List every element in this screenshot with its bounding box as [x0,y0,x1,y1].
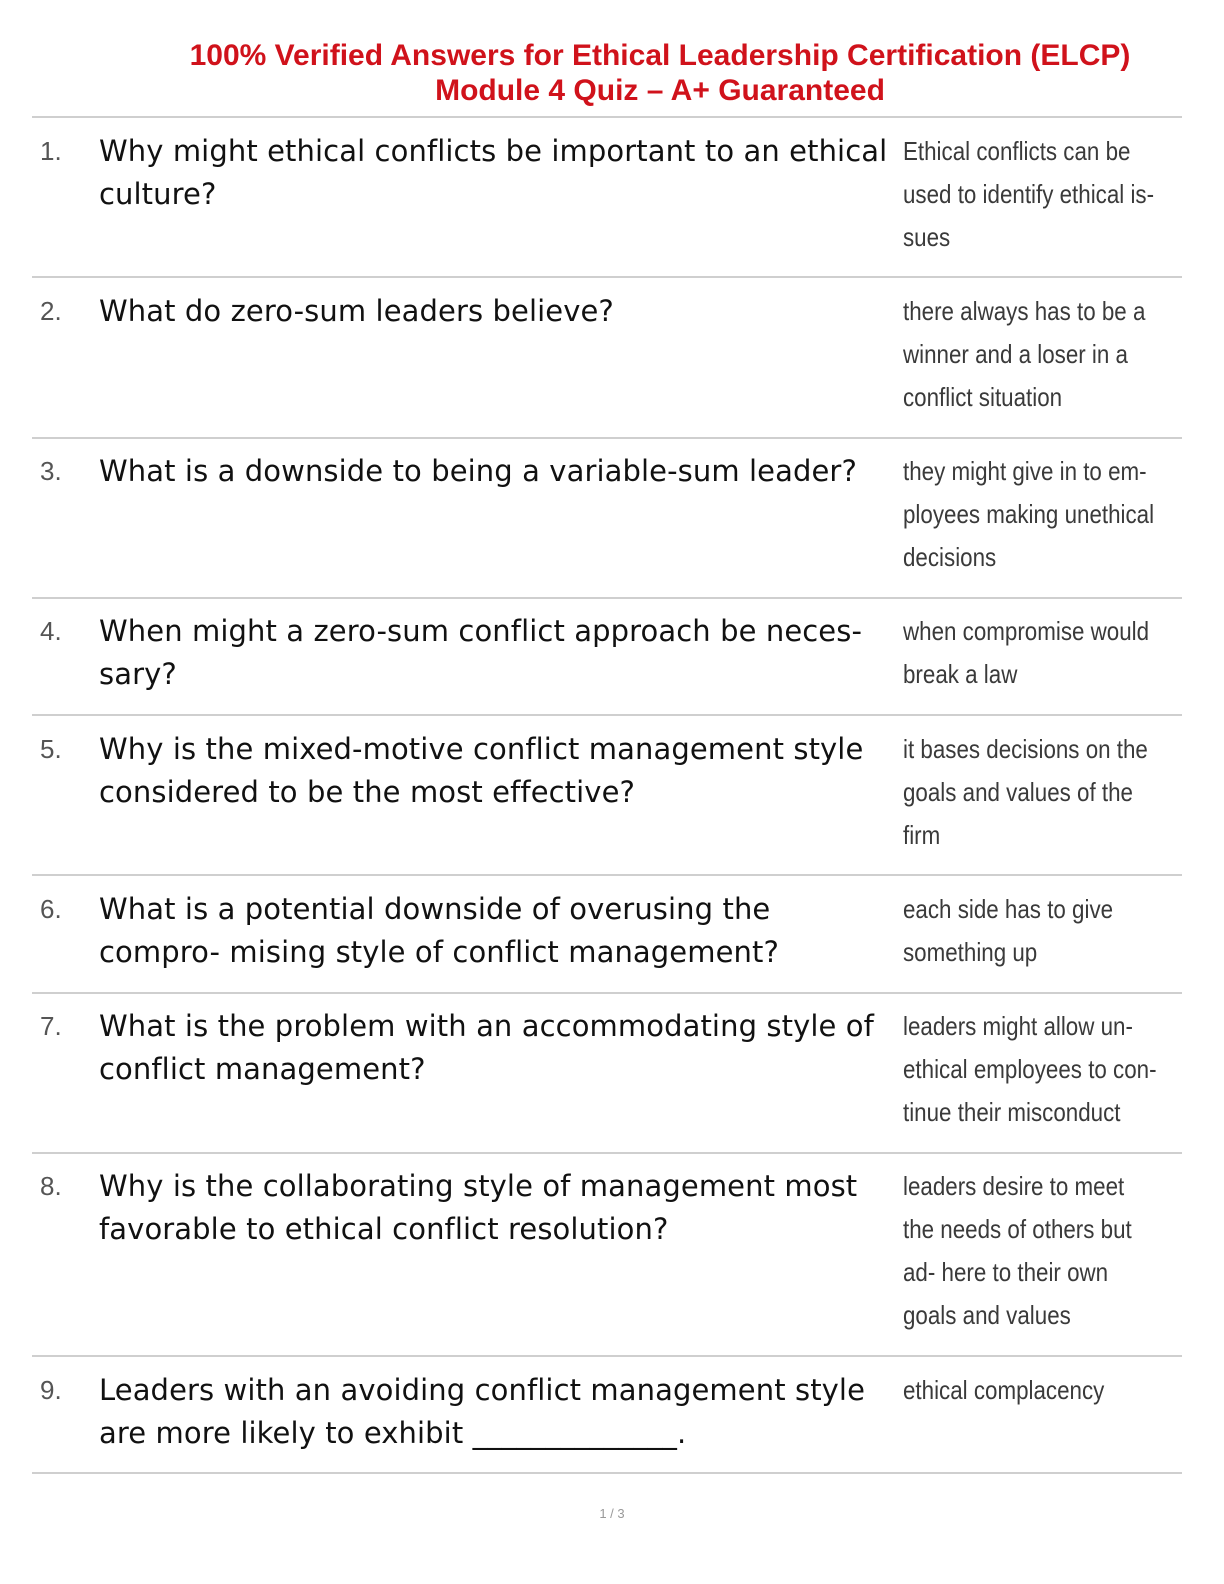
item-number: 7. [40,1011,62,1041]
item-number: 3. [40,456,62,486]
answer-text: when compromise would break a law [903,616,1150,689]
item-number: 9. [40,1375,62,1405]
answer-text: Ethical conflicts can be used to identify ethical is- sues [903,136,1155,252]
question-text: Why might ethical conflicts be important to an ethical culture? [99,134,888,211]
item-number: 1. [40,136,62,166]
answer-text: ethical complacency [903,1375,1105,1405]
item-number: 8. [40,1171,62,1201]
divider [32,437,1182,439]
answer-text: it bases decisions on the goals and values of the firm [903,734,1148,850]
divider [32,116,1182,118]
divider [32,276,1182,278]
document-title [150,38,1170,108]
divider [32,714,1182,716]
question-text: What is a potential downside of overusing the compro- mising style of conflict management? [99,892,779,969]
item-number: 5. [40,734,62,764]
item-number: 4. [40,616,62,646]
question-text: Why is the mixed-motive conflict management style considered to be the most effective? [99,732,864,809]
answer-text: leaders desire to meet the needs of others but ad- here to their own goals and values [903,1171,1132,1330]
question-text: What do zero-sum leaders believe? [99,294,614,328]
page-number: 1 / 3 [599,1506,625,1521]
title-line-2: Module 4 Quiz – A+ Guaranteed [435,74,885,107]
question-text: When might a zero-sum conflict approach be neces- sary? [99,614,863,691]
divider [32,992,1182,994]
question-text: What is a downside to being a variable-sum leader? [99,454,857,488]
item-number: 6. [40,894,62,924]
question-text: What is the problem with an accommodating style of conflict management? [99,1009,874,1086]
title-line-1: 100% Verified Answers for Ethical Leadership Certification (ELCP) [189,39,1131,72]
item-number: 2. [40,296,62,326]
question-text: Why is the collaborating style of management most favorable to ethical conflict resolution? [99,1169,858,1246]
answer-text: leaders might allow un- ethical employees to con- tinue their misconduct [903,1011,1157,1127]
divider [32,1355,1182,1357]
answer-text: each side has to give something up [903,894,1114,967]
divider [32,874,1182,876]
divider [32,1472,1182,1474]
question-text: Leaders with an avoiding conflict management style are more likely to exhibit ______________. [99,1373,866,1450]
answer-text: there always has to be a winner and a loser in a conflict situation [903,296,1146,412]
answer-text: they might give in to em- ployees making unethical decisions [903,456,1155,572]
divider [32,597,1182,599]
divider [32,1152,1182,1154]
